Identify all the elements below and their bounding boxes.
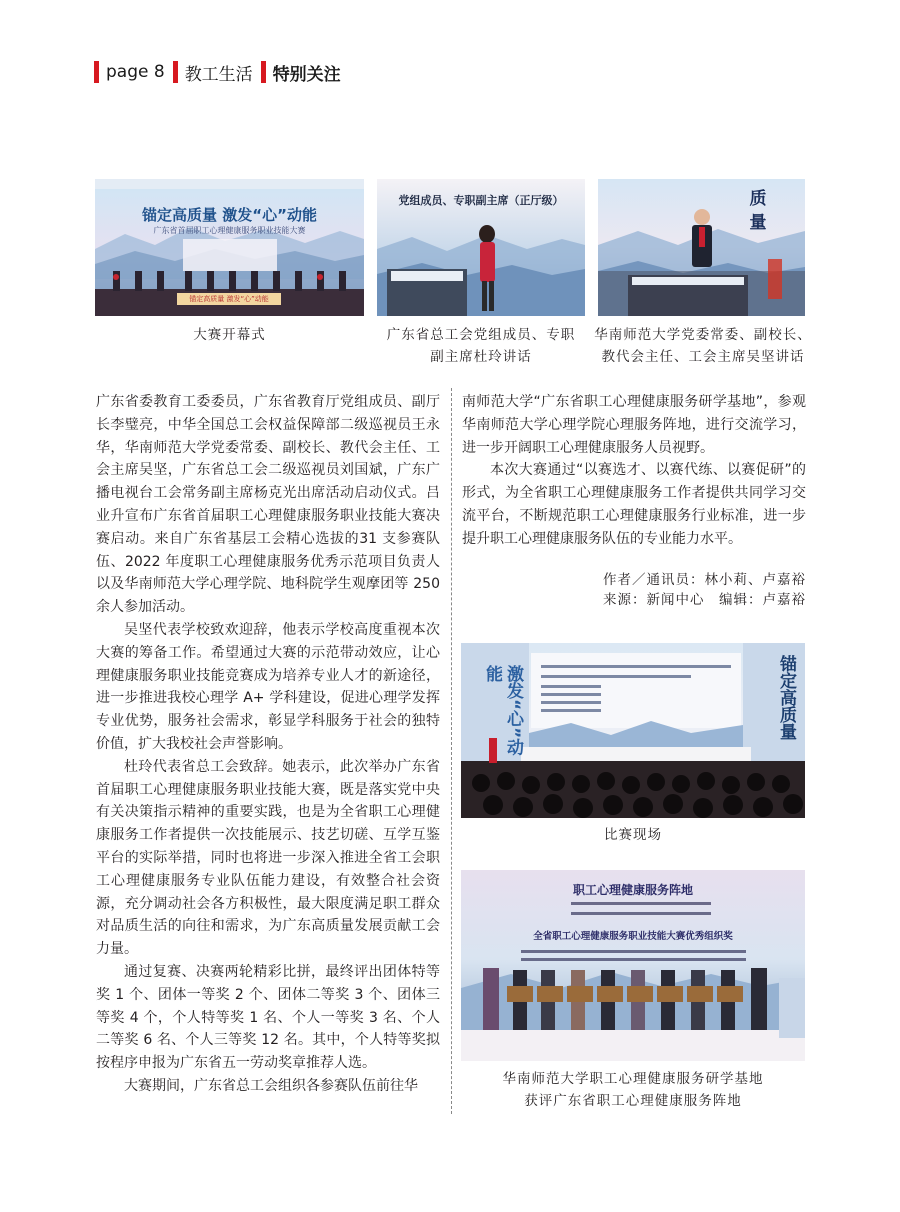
column-divider [451, 388, 452, 1114]
opening-ceremony-photo [95, 179, 364, 316]
opening-banner-title: 锚定高质量 激发“心”动能 [142, 206, 317, 224]
section-name: 教工生活 [184, 64, 253, 85]
wu-jian-speech-illustration [598, 179, 805, 316]
award-banner-title: 职工心理健康服务阵地 [572, 883, 693, 897]
caption-line: 华南师范大学党委常委、副校长、 [594, 327, 812, 343]
article-paragraph: 通过复赛、决赛两轮精彩比拼，最终评出团体特等奖 1 个、团体一等奖 2 个、团体二等奖 3 个、团体三等奖 4 个，个人特等奖 1 名、个人一等奖 3 名、个人二等奖 6 名、个人三等奖 12 名。其中，个人特等奖拟按程序申报为广东省五一劳动奖章推荐人选。 [96, 963, 440, 1072]
wu-jian-speech-photo [598, 179, 805, 316]
right-column [462, 391, 806, 551]
competition-venue-photo [461, 643, 805, 818]
du-ling-banner-title: 党组成员、专职副主席（正厅级） [398, 194, 564, 207]
wu-jian-speech-caption [594, 324, 812, 368]
author-credit: 作者／通讯员：林小莉、卢嘉裕 [603, 572, 806, 588]
article-paragraph: 吴坚代表学校致欢迎辞，他表示学校高度重视本次大赛的筹备工作。希望通过大赛的示范带动效应，让心理健康服务职业技能竞赛成为培养专业人才的新途径，进一步推进我校心理学 A+ 学科建设，促进心理学发挥专业优势，服务社会需求，彰显学科服务于社会的独特价值，扩大我校社会声誉影响。 [96, 621, 440, 752]
caption-line: 获评广东省职工心理健康服务阵地 [524, 1093, 742, 1109]
article-paragraph: 大赛期间，广东省总工会组织各参赛队伍前往华 [124, 1077, 418, 1094]
left-column [96, 391, 440, 1098]
opening-banner-subtitle: 广东省首届职工心理健康服务职业技能大赛 [153, 226, 306, 235]
competition-venue-caption [461, 824, 805, 846]
article-credits [462, 570, 806, 610]
page-header [94, 58, 349, 86]
opening-stage-sign: 锚定高质量 激发“心”动能 [189, 295, 269, 303]
page-number-block [94, 61, 165, 83]
opening-ceremony-caption [95, 324, 364, 346]
article-paragraph: 广东省委教育工委委员，广东省教育厅党组成员、副厅长李璧亮，中华全国总工会权益保障部二级巡视员王永华，华南师范大学党委常委、副校长、教代会主任、工会主席吴坚，广东省总工会二级巡视员刘国斌，广东广播电视台工会常务副主席杨克光出席活动启动仪式。吕业升宣布广东省首届职工心理健康服务职业技能大赛决赛启动。来自广东省基层工会精心选拔的31 支参赛队伍、2022 年度职工心理健康服务优秀示范项目负责人以及华南师范大学心理学院、地科院学生观摩团等 250 余人参加活动。 [96, 394, 440, 616]
caption-line: 比赛现场 [604, 827, 662, 843]
topic-block [261, 60, 341, 85]
du-ling-speech-caption [372, 324, 590, 368]
award-banner-subtitle: 全省职工心理健康服务职业技能大赛优秀组织奖 [533, 931, 733, 942]
caption-line: 华南师范大学职工心理健康服务研学基地 [502, 1071, 764, 1087]
topic-name: 特别关注 [272, 64, 341, 85]
red-bar-icon [173, 61, 178, 83]
article-paragraph: 杜玲代表省总工会致辞。她表示，此次举办广东省首届职工心理健康服务职业技能大赛，既是落实党中央有关决策指示精神的重要实践，也是为全省职工心理健康服务工作者提供一次技能展示、技艺切磋、互学互鉴平台的实际举措，同时也将进一步深入推进全省工会职工心理健康服务专业队伍能力建设，有效整合社会资源，充分调动社会各方积极性，最大限度满足职工群众对品质生活的向往和需求，为广东高质量发展贡献工会力量。 [96, 758, 440, 958]
venue-right-banner: 锚定高质量 [776, 655, 796, 740]
article-paragraph: 本次大赛通过“以赛选才、以赛代练、以赛促研”的形式，为全省职工心理健康服务工作者提供共同学习交流平台，不断规范职工心理健康服务行业标准，进一步提升职工心理健康服务队伍的专业能力水平。 [462, 462, 806, 547]
award-ceremony-photo [461, 858, 805, 1061]
source-credit: 来源：新闻中心 编辑：卢嘉裕 [603, 592, 806, 608]
section-block [173, 60, 253, 85]
wu-jian-banner-text: 质 量 [749, 189, 767, 233]
red-bar-icon [261, 61, 266, 83]
du-ling-speech-photo [377, 179, 585, 316]
caption-line: 大赛开幕式 [193, 327, 266, 343]
caption-line: 教代会主任、工会主席吴坚讲话 [601, 349, 805, 365]
caption-line: 广东省总工会党组成员、专职 [386, 327, 576, 343]
caption-line: 副主席杜玲讲话 [430, 349, 532, 365]
venue-left-banner: 激发“心”动能 [482, 665, 523, 756]
award-ceremony-caption [461, 1068, 805, 1112]
article-paragraph: 南师范大学“广东省职工心理健康服务研学基地”，参观华南师范大学心理学院心理服务阵地，进行交流学习，进一步开阔职工心理健康服务人员视野。 [462, 394, 806, 456]
page-number: page 8 [106, 62, 165, 82]
red-bar-icon [94, 61, 99, 83]
